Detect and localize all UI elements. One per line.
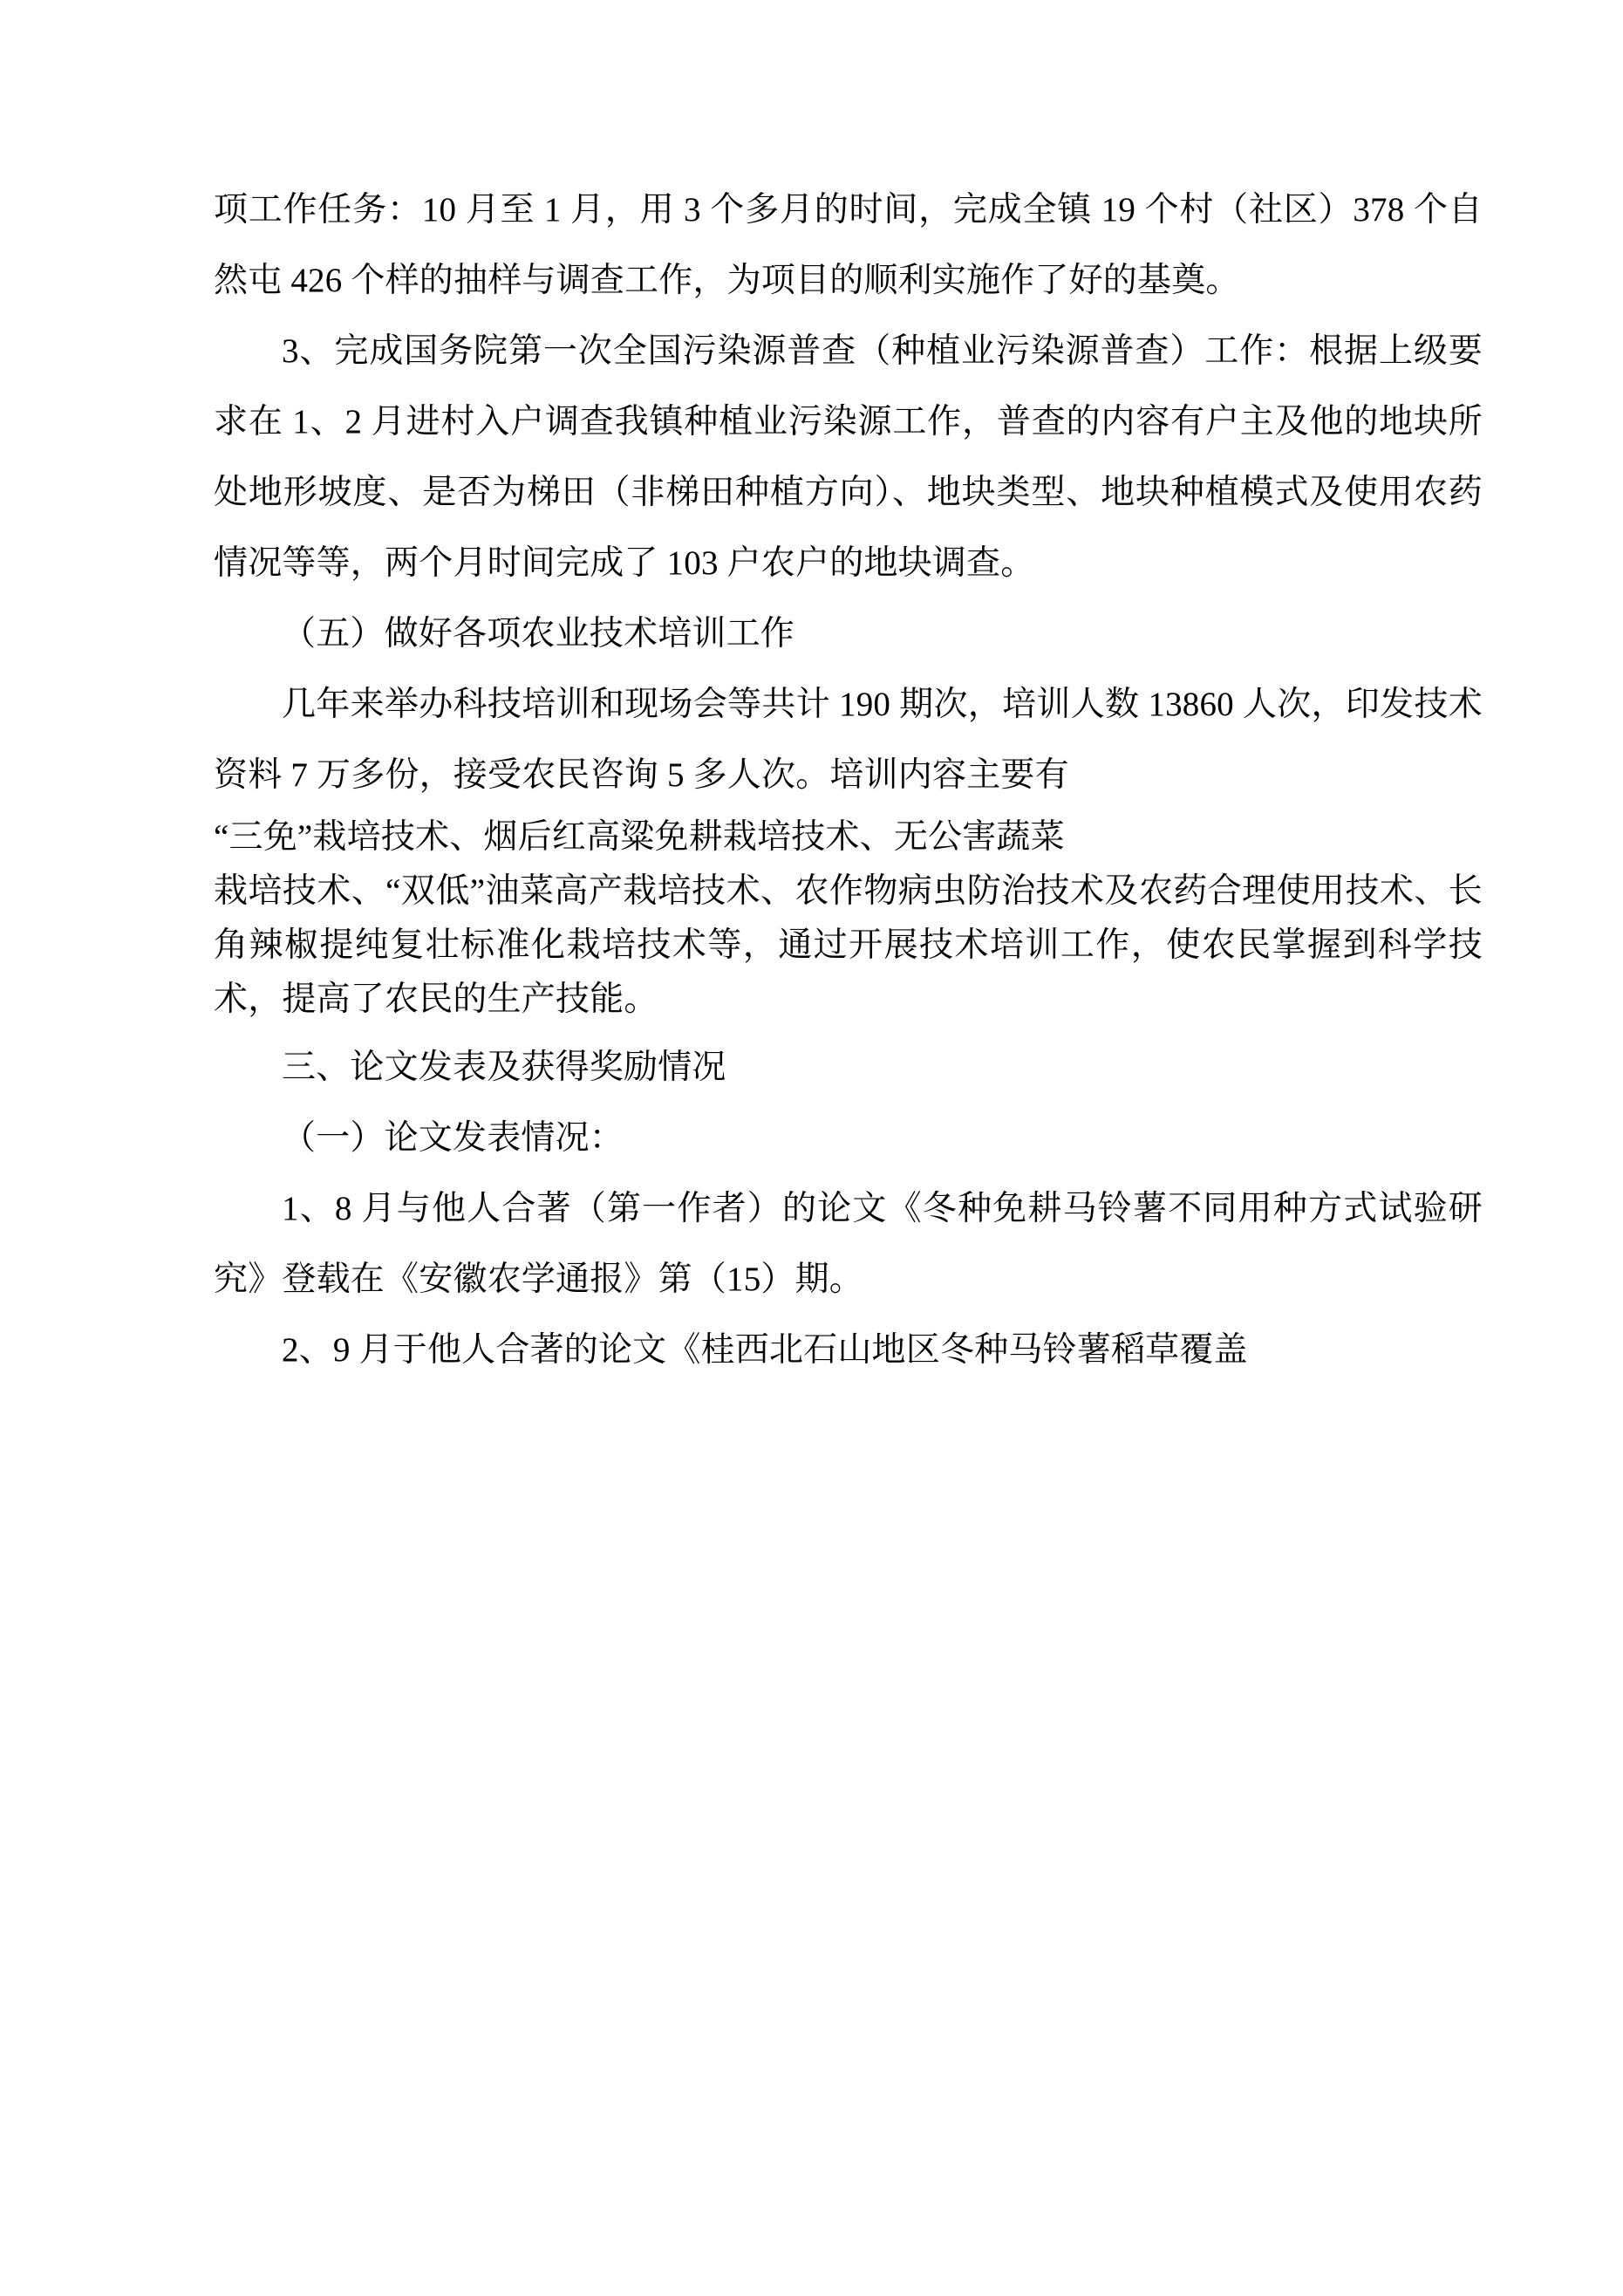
- paragraph-section-three: 三、论文发表及获得奖励情况: [282, 1049, 726, 1086]
- document-body: [214, 174, 1483, 1385]
- paragraph-training-detail-1: “三免”栽培技术、烟后红高粱免耕栽培技术、无公害蔬菜: [214, 818, 1065, 856]
- paragraph-task-continued: 项工作任务：10 月至 1 月，用 3 个多月的时间，完成全镇 19 个村（社区）378 个自然屯 426 个样的抽样与调查工作，为项目的顺利实施作了好的基奠。: [214, 191, 1483, 299]
- paragraph-section-five: （五）做好各项农业技术培训工作: [282, 615, 795, 653]
- paragraph-paper-2: 2、9 月于他人合著的论文《桂西北石山地区冬种马铃薯稻草覆盖: [282, 1331, 1248, 1369]
- paragraph-paper-1: 1、8 月与他人合著（第一作者）的论文《冬种免耕马铃薯不同用种方式试验研究》登载在《安徽农学通报》第（15）期。: [214, 1190, 1483, 1298]
- paragraph-training-detail-2: 栽培技术、“双低”油菜高产栽培技术、农作物病虫防治技术及农药合理使用技术、长角辣椒提纯复壮标准化栽培技术等，通过开展技术培训工作，使农民掌握到科学技术，提高了农民的生产技能。: [214, 872, 1483, 1018]
- paragraph-training-summary: 几年来举办科技培训和现场会等共计 190 期次，培训人数 13860 人次，印发技术资料 7 万多份，接受农民咨询 5 多人次。培训内容主要有: [214, 686, 1483, 794]
- paragraph-subsection-one: （一）论文发表情况：: [282, 1119, 624, 1157]
- paragraph-item-3: 3、完成国务院第一次全国污染源普查（种植业污染源普查）工作：根据上级要求在 1、2 月进村入户调查我镇种植业污染源工作，普查的内容有户主及他的地块所处地形坡度、是否为梯田（非梯田种植方向）、地块类型、地块种植模式及使用农药情况等等，两个月时间完成了 103 户农户的地块调查。: [214, 332, 1483, 582]
